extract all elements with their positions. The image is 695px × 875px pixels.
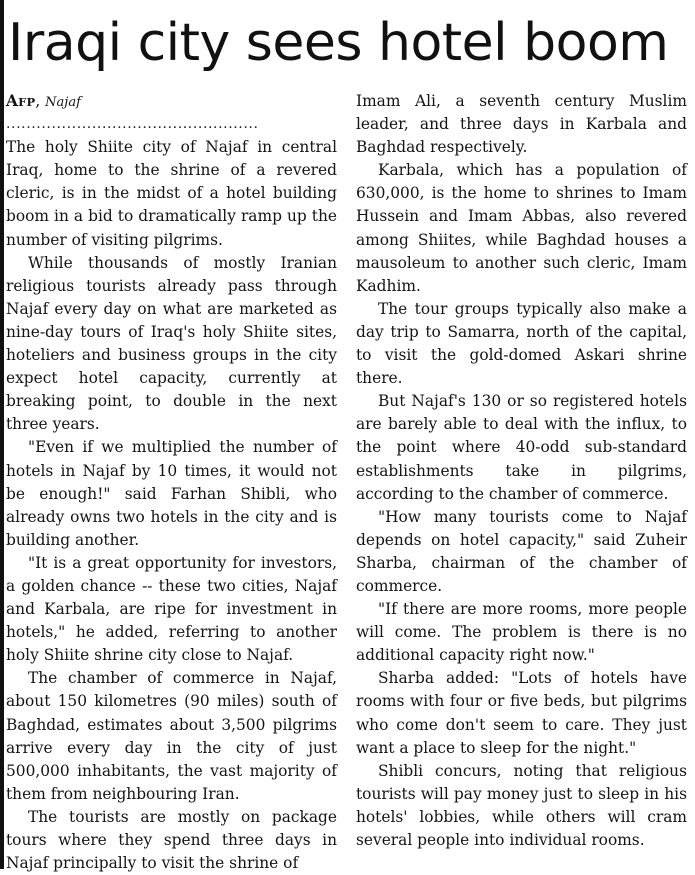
paragraph: The tourists are mostly on package tours where they spend three days in Najaf principally to visit the shrine of <box>6 807 337 873</box>
paragraph: Karbala, which has a population of 630,000, is the home to shrines to Imam Hussein and Imam Abbas, also revered among Shiites, while Baghdad houses a mausoleum to another such cleric, Imam Kadhim. <box>356 161 687 295</box>
paragraph: "Even if we multiplied the number of hotels in Najaf by 10 times, it would not be enough!" said Farhan Shibli, who already owns two hotels in the city and is building another. <box>6 438 337 549</box>
byline-agency-initial: A <box>6 92 19 110</box>
paragraph: The tour groups typically also make a day trip to Samarra, north of the capital, to visit the gold-domed Askari shrine there. <box>356 299 687 388</box>
byline-agency <box>6 92 35 110</box>
paragraph: The chamber of commerce in Najaf, about 150 kilometres (90 miles) south of Baghdad, estimates about 3,500 pilgrims arrive every day in the city of just 500,000 inhabitants, the vast majority of them from neighbouring Iran. <box>6 669 337 803</box>
article-column-left <box>6 90 337 875</box>
byline-agency-rest: FP <box>18 95 36 109</box>
headline: Iraqi city sees hotel boom <box>8 13 669 73</box>
byline <box>6 90 337 113</box>
paragraph: The holy Shiite city of Najaf in central Iraq, home to the shrine of a revered cleric, is in the midst of a hotel building boom in a bid to dramatically ramp up the number of visiting pilgrims. <box>6 138 337 249</box>
byline-separator-dots: .................................................. <box>6 116 259 133</box>
byline-place: Najaf <box>45 95 81 110</box>
paragraph: Sharba added: "Lots of hotels have rooms with four or five beds, but pilgrims who come don't seem to care. They just want a place to sleep for the night." <box>356 669 687 757</box>
paragraph: While thousands of mostly Iranian religious tourists already pass through Najaf every day on what are marketed as nine-day tours of Iraq's holy Shiite sites, hoteliers and business groups in the city expect hotel capacity, currently at breaking point, to double in the next three years. <box>6 253 337 434</box>
left-margin-rule <box>0 0 4 869</box>
article-column-right <box>356 90 687 852</box>
paragraph: Shibli concurs, noting that religious tourists will pay money just to sleep in his hotels' lobbies, while others will cram several people into individual rooms. <box>356 761 687 849</box>
paragraph-continued: Imam Ali, a seventh century Muslim leader, and three days in Karbala and Baghdad respectively. <box>356 92 687 157</box>
paragraph: "It is a great opportunity for investors, a golden chance -- these two cities, Najaf and Karbala, are ripe for investment in hotels," he added, referring to another holy Shiite shrine city close to Najaf. <box>6 553 337 665</box>
paragraph: But Najaf's 130 or so registered hotels are barely able to deal with the influx, to the point where 40-odd sub-standard establishments take in pilgrims, according to the chamber of commerce. <box>356 392 687 503</box>
paragraph: "How many tourists come to Najaf depends on hotel capacity," said Zuheir Sharba, chairman of the chamber of commerce. <box>356 507 687 595</box>
paragraph: "If there are more rooms, more people will come. The problem is there is no additional capacity right now." <box>356 600 687 665</box>
byline-separator: , <box>35 92 46 110</box>
